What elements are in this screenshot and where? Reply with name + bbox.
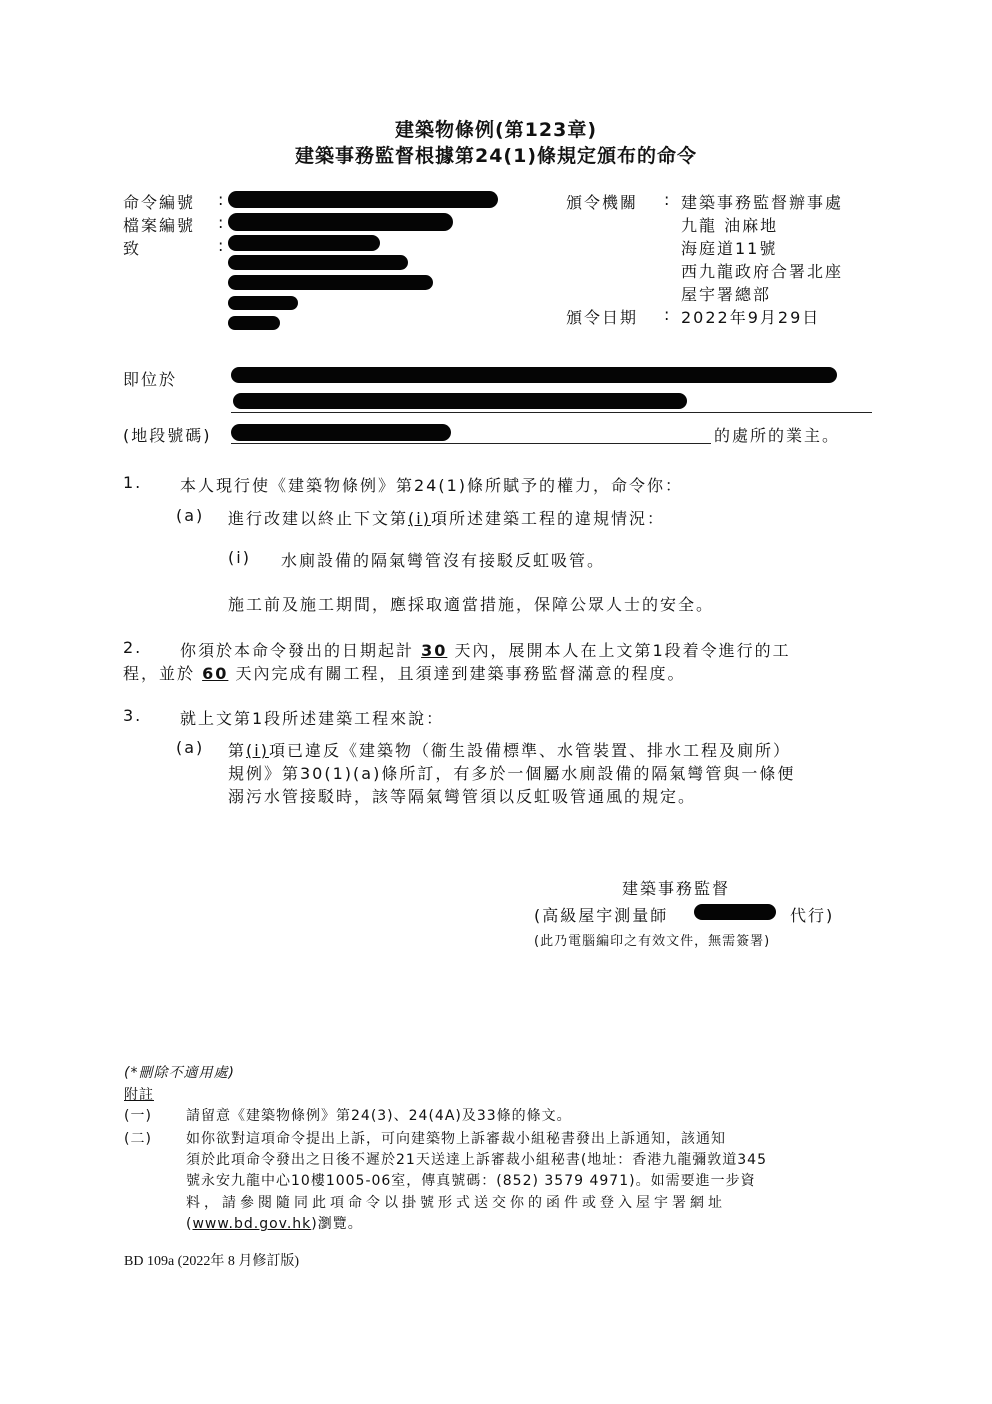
addressee-colon: : — [218, 236, 226, 255]
section1ai-label: (i) — [228, 548, 251, 567]
section3a-line1 — [228, 738, 791, 761]
section1-text: 本人現行使《建築物條例》第24(1)條所賦予的權力，命令你： — [180, 476, 684, 495]
file-number-colon: : — [218, 213, 226, 232]
authority-line5: 屋宇署總部 — [681, 285, 772, 304]
authority-line2: 九龍 油麻地 — [681, 216, 779, 235]
bd-website-link[interactable]: www.bd.gov.hk — [192, 1216, 312, 1232]
signature-surveyor-prefix: (高級屋宇測量師 — [534, 906, 669, 925]
section2-text-a: 你須於本命令發出的日期起計 — [180, 641, 415, 660]
addressee-label: 致 — [123, 239, 142, 258]
lot-underline — [231, 443, 711, 444]
authority-colon: : — [664, 190, 672, 209]
section3a-label: (a) — [176, 738, 205, 757]
redaction-addressee-line5 — [228, 316, 280, 330]
section1a-text — [228, 506, 665, 529]
section1a-ref: (i) — [408, 509, 431, 528]
section2-days-start: 30 — [421, 641, 448, 660]
redaction-lot-number — [231, 424, 451, 441]
authority-line4: 西九龍政府合署北座 — [681, 262, 844, 281]
order-number-colon: : — [218, 190, 226, 209]
issue-date-label: 頒令日期 — [566, 308, 639, 327]
note2-line3: 號永安九龍中心10樓1005-06室，傳真號碼：(852) 3579 4971)。如需要進一步資 — [186, 1173, 756, 1189]
file-number-label: 檔案編號 — [123, 216, 196, 235]
location-underline — [231, 412, 872, 413]
authority-line3: 海庭道11號 — [681, 239, 778, 258]
section2-days-complete: 60 — [202, 664, 229, 683]
note2-line1: 如你欲對這項命令提出上訴，可向建築物上訴審裁小組秘書發出上訴通知，該通知 — [186, 1131, 726, 1147]
redaction-surveyor-name — [694, 904, 776, 920]
page-title: 建築物條例(第123章) — [394, 119, 598, 141]
note1-text: 請留意《建築物條例》第24(3)、24(4A)及33條的條文。 — [186, 1108, 572, 1124]
section2-text-b: 天內，展開本人在上文第1段着令進行的工 — [454, 641, 791, 660]
section3-number: 3. — [123, 706, 143, 725]
section1a-text-post: 項所述建築工程的違規情況： — [430, 509, 665, 528]
section3a-line3: 溺污水管接駁時，該等隔氣彎管須以反虹吸管通風的規定。 — [228, 787, 697, 806]
note2-line2: 須於此項命令發出之日後不遲於21天送達上訴審裁小組秘書(地址：香港九龍彌敦道345 — [186, 1152, 767, 1168]
note2-line5: (www.bd.gov.hk)瀏覽。 — [186, 1216, 363, 1232]
section1a-label: (a) — [176, 506, 205, 525]
notes-heading: 附註 — [124, 1087, 154, 1103]
redaction-addressee-line1 — [228, 235, 380, 251]
lot-number-label: (地段號碼) — [123, 426, 212, 445]
redaction-order-number — [228, 191, 498, 208]
section2-text-c: 程，並於 — [123, 664, 196, 683]
section3-text: 就上文第1段所述建築工程來說： — [180, 709, 445, 728]
redaction-location-line2 — [233, 393, 687, 409]
section2-number: 2. — [123, 638, 143, 657]
delete-note: (*刪除不適用處) — [124, 1065, 235, 1081]
owner-suffix: 的處所的業主。 — [714, 426, 841, 445]
section3a-line2: 規例》第30(1)(a)條所訂，有多於一個屬水廁設備的隔氣彎管與一條便 — [228, 764, 796, 783]
section1-number: 1. — [123, 473, 143, 492]
section3a-line1-text: 項已違反《建築物（衞生設備標準、水管裝置、排水工程及廁所） — [268, 741, 791, 760]
location-label: 即位於 — [123, 370, 178, 389]
section1a-text-pre: 進行改建以終止下文第 — [228, 509, 409, 528]
note2-label: (二) — [124, 1131, 152, 1147]
section1ai-text: 水廁設備的隔氣彎管沒有接駁反虹吸管。 — [281, 551, 606, 570]
redaction-addressee-line2 — [228, 255, 408, 270]
safety-note: 施工前及施工期間，應採取適當措施，保障公眾人士的安全。 — [228, 595, 715, 614]
issue-date-value: 2022年9月29日 — [681, 308, 821, 327]
note1-label: (一) — [124, 1108, 152, 1124]
redaction-addressee-line4 — [228, 296, 298, 310]
signature-title: 建築事務監督 — [622, 879, 731, 898]
section3a-ref: (i) — [246, 741, 269, 760]
note2-line4: 料，請參閱隨同此項命令以掛號形式送交你的函件或登入屋宇署網址 — [186, 1195, 726, 1211]
signature-note: (此乃電腦編印之有效文件，無需簽署) — [534, 934, 771, 949]
issue-date-colon: : — [664, 305, 672, 324]
redaction-file-number — [228, 213, 453, 231]
section3a-pre: 第 — [228, 741, 247, 760]
redaction-location-line1 — [231, 367, 837, 383]
redaction-addressee-line3 — [228, 275, 433, 290]
note2-line5-post: )瀏覽。 — [311, 1216, 363, 1232]
section2-line1 — [180, 638, 791, 661]
page-subtitle: 建築事務監督根據第24(1)條規定頒布的命令 — [294, 145, 698, 167]
order-number-label: 命令編號 — [123, 193, 196, 212]
signature-surveyor-suffix: 代行) — [790, 906, 835, 925]
authority-label: 頒令機關 — [566, 193, 639, 212]
form-code: BD 109a (2022年 8 月修訂版) — [124, 1254, 299, 1269]
section2-text-d: 天內完成有關工程，且須達到建築事務監督滿意的程度。 — [235, 664, 686, 683]
section2-line2 — [123, 661, 685, 684]
authority-line1: 建築事務監督辦事處 — [681, 193, 844, 212]
